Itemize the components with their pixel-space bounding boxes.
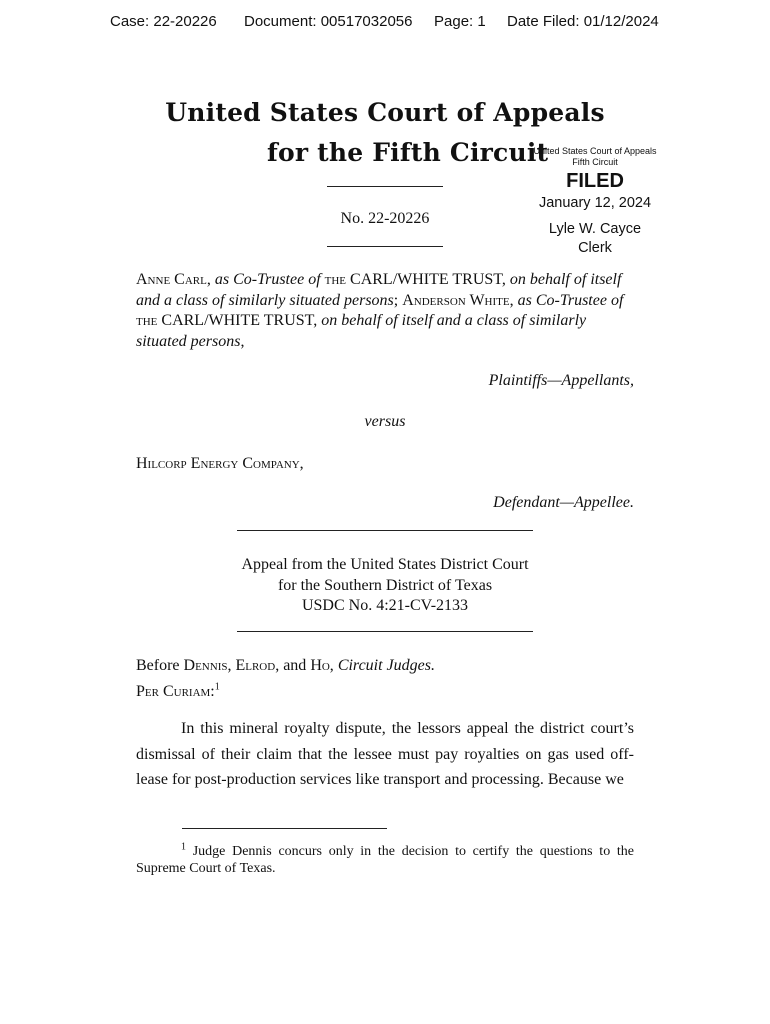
and-label: and <box>283 657 307 674</box>
party-name: Anderson White, <box>402 291 514 309</box>
divider-rule <box>237 530 533 531</box>
footnote <box>136 841 635 877</box>
court-title-line-2: for the Fifth Circuit <box>267 138 549 167</box>
judges-title: Circuit Judges. <box>337 657 435 674</box>
footnote-number: 1 <box>181 841 186 853</box>
party-name: Anne Carl, <box>136 271 211 288</box>
appeal-line: for the Southern District of Texas <box>277 576 493 594</box>
versus-label: versus <box>364 413 406 430</box>
date-filed-label: Date Filed: 01/12/2024 <box>507 13 659 30</box>
opinion-text: In this mineral royalty dispute, the lessors appeal the district court’s dismissal of their claim that the lessee must pay royalties on gas used off-lease for post-production services like transport and processing. Because we <box>136 720 634 788</box>
appellants-designation: Plaintiffs—Appellants, <box>488 372 634 389</box>
trust-name: CARL/WHITE TRUST, <box>161 312 318 329</box>
appellants-caption <box>136 270 634 352</box>
footnote-divider <box>182 828 387 829</box>
per-curiam-label: Per Curiam: <box>136 683 215 700</box>
separator: ; <box>393 291 399 309</box>
stamp-filed-status: FILED <box>566 170 624 192</box>
appellee-designation: Defendant—Appellee. <box>493 494 634 511</box>
divider-rule <box>237 631 533 632</box>
footnote-reference: 1 <box>214 681 220 693</box>
per-curiam-line <box>136 682 634 703</box>
document-header <box>0 13 770 35</box>
end-punctuation: , <box>240 332 245 350</box>
appellee-name: Hilcorp Energy Company, <box>136 455 304 472</box>
trust-prefix: the <box>136 312 158 329</box>
appeal-line: Appeal from the United States District Court <box>241 556 529 573</box>
docket-number: No. 22-20226 <box>340 210 430 227</box>
stamp-court-name: United States Court of Appeals <box>533 146 657 156</box>
stamp-clerk-title: Clerk <box>578 240 612 256</box>
trust-prefix: the <box>324 271 347 288</box>
opinion-paragraph <box>136 716 634 793</box>
appeal-origin-block <box>0 555 770 617</box>
panel-judge: Ho, <box>310 657 334 674</box>
party-behalf: on behalf of itself and a class of similarly situated persons <box>136 271 622 309</box>
divider-rule <box>327 246 443 247</box>
stamp-filed-date: January 12, 2024 <box>538 195 652 211</box>
filing-stamp <box>530 146 660 258</box>
panel-judges: Dennis, Elrod, <box>183 657 280 674</box>
party-role: as Co-Trustee of <box>517 291 624 309</box>
page-number-label: Page: 1 <box>434 13 486 30</box>
case-number-label: Case: 22-20226 <box>110 13 217 30</box>
before-label: Before <box>136 657 180 674</box>
trust-name: CARL/WHITE TRUST, <box>350 271 506 288</box>
stamp-clerk-name: Lyle W. Cayce <box>548 221 642 237</box>
footnote-text: Judge Dennis concurs only in the decision to certify the questions to the Supreme Court of Texas. <box>136 844 635 876</box>
party-behalf: on behalf of itself and a class of similarly situated persons <box>136 312 587 350</box>
document-number-label: Document: 00517032056 <box>244 13 413 30</box>
stamp-circuit-name: Fifth Circuit <box>572 157 618 167</box>
appeal-line: USDC No. 4:21-CV-2133 <box>301 597 469 614</box>
party-role: as Co-Trustee of <box>214 271 321 288</box>
court-title-line-1: United States Court of Appeals <box>165 98 605 127</box>
divider-rule <box>327 186 443 187</box>
panel-line <box>136 656 634 677</box>
